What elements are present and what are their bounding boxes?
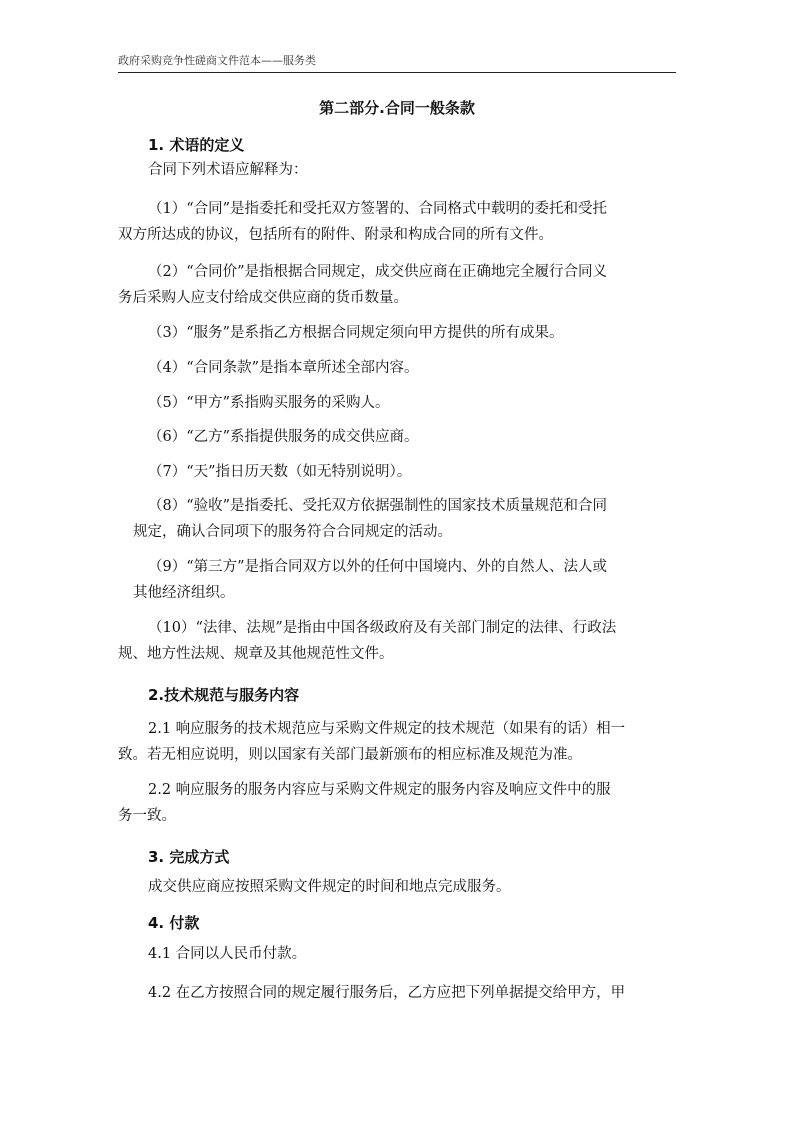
term-2-line2: 务后采购人应支付给成交供应商的货币数量。: [118, 290, 408, 306]
running-header: 政府采购竞争性磋商文件范本——服务类: [118, 54, 316, 67]
page-title: 第二部分.合同一般条款: [319, 99, 475, 117]
clause-2-2-line1: 2.2 响应服务的服务内容应与采购文件规定的服务内容及响应文件中的服: [148, 782, 611, 798]
section-heading-completion: 3. 完成方式: [148, 848, 230, 866]
term-8-line2: 规定，确认合同项下的服务符合合同规定的活动。: [133, 524, 452, 540]
term-10-line2: 规、地方性法规、规章及其他规范性文件。: [118, 646, 394, 662]
clause-2-1-line2: 致。若无相应说明，则以国家有关部门最新颁布的相应标准及规范为准。: [118, 747, 582, 763]
term-5: （5）“甲方”系指购买服务的采购人。: [148, 395, 390, 411]
term-10-line1: （10）“法律、法规”是指由中国各级政府及有关部门制定的法律、行政法: [148, 620, 617, 636]
terms-intro: 合同下列术语应解释为：: [148, 162, 308, 178]
section-heading-terms: 1. 术语的定义: [148, 136, 245, 154]
section-heading-payment: 4. 付款: [148, 914, 200, 932]
term-2-line1: （2）“合同价”是指根据合同规定，成交供应商在正确地完全履行合同义: [148, 264, 608, 280]
term-1-line2: 双方所达成的协议，包括所有的附件、附录和构成合同的所有文件。: [118, 227, 553, 243]
term-4: （4）“合同条款”是指本章所述全部内容。: [148, 360, 419, 376]
term-9-line1: （9）“第三方”是指合同双方以外的任何中国境内、外的自然人、法人或: [148, 559, 608, 575]
term-6: （6）“乙方”系指提供服务的成交供应商。: [148, 429, 419, 445]
clause-4-1: 4.1 合同以人民币付款。: [148, 946, 307, 962]
term-1-line1: （1）“合同”是指委托和受托双方签署的、合同格式中载明的委托和受托: [148, 201, 608, 217]
header-divider: [118, 72, 676, 73]
term-7: （7）“天”指日历天数（如无特别说明）。: [148, 464, 412, 480]
section-heading-tech-spec: 2.技术规范与服务内容: [148, 686, 300, 704]
clause-2-2-line2: 务一致。: [118, 808, 176, 824]
completion-text: 成交供应商应按照采购文件规定的时间和地点完成服务。: [148, 879, 511, 895]
clause-4-2-line1: 4.2 在乙方按照合同的规定履行服务后，乙方应把下列单据提交给甲方，甲: [148, 985, 626, 1001]
term-3: （3）“服务”是系指乙方根据合同规定须向甲方提供的所有成果。: [148, 325, 564, 341]
clause-2-1-line1: 2.1 响应服务的技术规范应与采购文件规定的技术规范（如果有的话）相一: [148, 721, 626, 737]
term-9-line2: 其他经济组织。: [133, 585, 235, 601]
term-8-line1: （8）“验收”是指委托、受托双方依据强制性的国家技术质量规范和合同: [148, 498, 608, 514]
